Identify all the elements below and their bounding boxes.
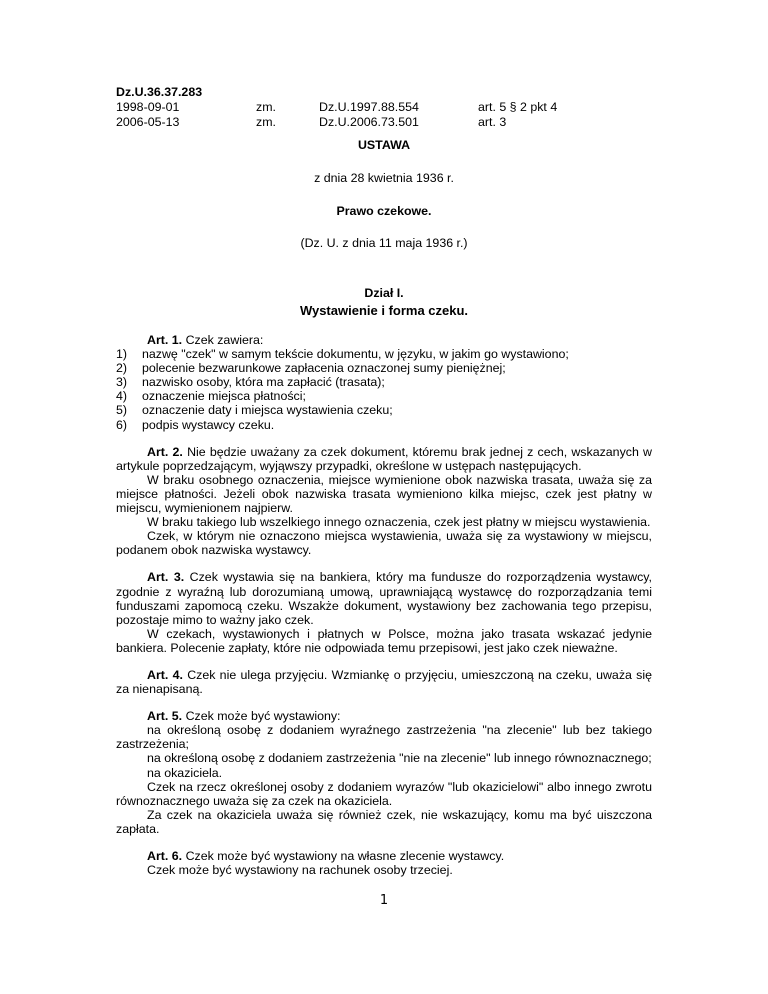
amendment-type: zm. bbox=[256, 115, 276, 129]
section-heading: Wystawienie i forma czeku. bbox=[299, 303, 469, 318]
paragraph: Art. 6. Czek może być wystawiony na własne zlecenie wystawcy. bbox=[147, 849, 505, 863]
page-number: 1 bbox=[379, 893, 389, 908]
header-row bbox=[116, 115, 676, 130]
article-1 bbox=[116, 333, 652, 432]
paragraph: W czekach, wystawionych i płatnych w Polsce, można jako trasata wskazać jedynie bankiera. Polecenie zapłaty, które nie odpowiada temu przepisowi, jest jako czek nieważne. bbox=[116, 626, 652, 655]
paragraph: Czek, w którym nie oznaczono miejsca wystawienia, uważa się za wystawiony w miejscu, podanem obok nazwiska wystawcy. bbox=[116, 529, 652, 558]
amendment-date: 2006-05-13 bbox=[116, 115, 180, 129]
paragraph: Za czek na okaziciela uważa się również czek, nie wskazujący, komu ma być uiszczona zapłata. bbox=[116, 807, 652, 836]
article-4 bbox=[116, 668, 652, 696]
amendment-reference: Dz.U.2006.73.501 bbox=[319, 115, 419, 129]
document-body bbox=[116, 333, 652, 890]
list-item: 6) podpis wystawcy czeku. bbox=[116, 417, 275, 432]
amendment-type: zm. bbox=[256, 100, 276, 114]
list-item: 3) nazwisko osoby, która ma zapłacić (trasata); bbox=[116, 375, 385, 390]
article-label: Art. 6. bbox=[147, 849, 183, 863]
paragraph: na określoną osobę z dodaniem zastrzeżenia "nie na zlecenie" lub innego równoznacznego; bbox=[147, 751, 652, 766]
article-3 bbox=[116, 570, 652, 655]
article-5 bbox=[116, 709, 652, 836]
publication-header bbox=[116, 85, 676, 130]
article-2 bbox=[116, 445, 652, 558]
act-source: (Dz. U. z dnia 11 maja 1936 r.) bbox=[300, 236, 468, 250]
amendment-date: 1998-09-01 bbox=[116, 100, 180, 114]
paragraph: Art. 4. Czek nie ulega przyjęciu. Wzmiankę o przyjęciu, umieszczoną na czeku, uważa się za nienapisaną. bbox=[116, 667, 653, 697]
article-label: Art. 3. bbox=[147, 570, 185, 585]
paragraph: Art. 5. Czek może być wystawiony: bbox=[147, 709, 341, 724]
list-item: 1) nazwę "czek" w samym tekście dokumentu, w języku, w jakim go wystawiono; bbox=[116, 347, 569, 362]
list-item: 4) oznaczenie miejsca płatności; bbox=[116, 389, 306, 404]
paragraph: na okaziciela. bbox=[147, 765, 223, 780]
amendment-reference: Dz.U.1997.88.554 bbox=[319, 100, 419, 114]
paragraph: Art. 3. Czek wystawia się na bankiera, który ma fundusze do rozporządzenia wystawcy, zgodnie z wyraźną lub dorozumianą umową, uprawniającą wystawcę do rozporządzania temi funduszami zapomocą czeku. Wszakże dokument, wystawiony bez zachowania tego przepisu, pozostaje mimo to ważny jako czek. bbox=[116, 570, 653, 627]
article-label: Art. 4. bbox=[147, 667, 183, 682]
article-label: Art. 2. bbox=[147, 444, 183, 459]
paragraph: na określoną osobę z dodaniem wyraźnego zastrzeżenia "na zlecenie" lub bez takiego zastrzeżenia; bbox=[116, 723, 652, 752]
list-item: 2) polecenie bezwarunkowe zapłacenia oznaczonej sumy pieniężnej; bbox=[116, 361, 506, 376]
list-item: 5) oznaczenie daty i miejsca wystawienia czeku; bbox=[116, 403, 393, 418]
paragraph: W braku takiego lub wszelkiego innego oznaczenia, czek jest płatny w miejscu wystawienia. bbox=[147, 515, 651, 530]
article-label: Art. 1. bbox=[147, 333, 183, 347]
paragraph: Art. 2. Nie będzie uważany za czek dokument, któremu brak jednej z cech, wskazanych w artykule poprzedzającym, wyjąwszy przypadki, określone w ustępach następujących. bbox=[116, 444, 652, 473]
paragraph: Czek na rzecz określonej osoby z dodaniem wyrazów "lub okazicielowi" albo innego zwrotu równoznacznego uważa się za czek na okaziciela. bbox=[116, 779, 652, 808]
section-number: Dział I. bbox=[364, 286, 404, 300]
act-title: Prawo czekowe. bbox=[336, 204, 432, 218]
paragraph: W braku osobnego oznaczenia, miejsce wymienione obok nazwiska trasata, uważa się za miejsce płatności. Jeżeli obok nazwiska trasata wymieniono kilka miejsc, czek jest płatny w miejscu, wymienionem najpierw. bbox=[116, 472, 652, 516]
paragraph: Czek może być wystawiony na rachunek osoby trzeciej. bbox=[147, 863, 453, 878]
header-row bbox=[116, 100, 676, 115]
amendment-article: art. 5 § 2 pkt 4 bbox=[478, 100, 558, 114]
journal-reference: Dz.U.36.37.283 bbox=[116, 85, 203, 99]
act-date: z dnia 28 kwietnia 1936 r. bbox=[314, 171, 454, 185]
article-label: Art. 5. bbox=[147, 709, 183, 724]
article-6 bbox=[116, 849, 652, 877]
act-type-heading: USTAWA bbox=[357, 138, 411, 152]
amendment-article: art. 3 bbox=[478, 115, 507, 129]
header-row bbox=[116, 85, 676, 100]
article-lead: Czek zawiera: bbox=[182, 333, 264, 347]
